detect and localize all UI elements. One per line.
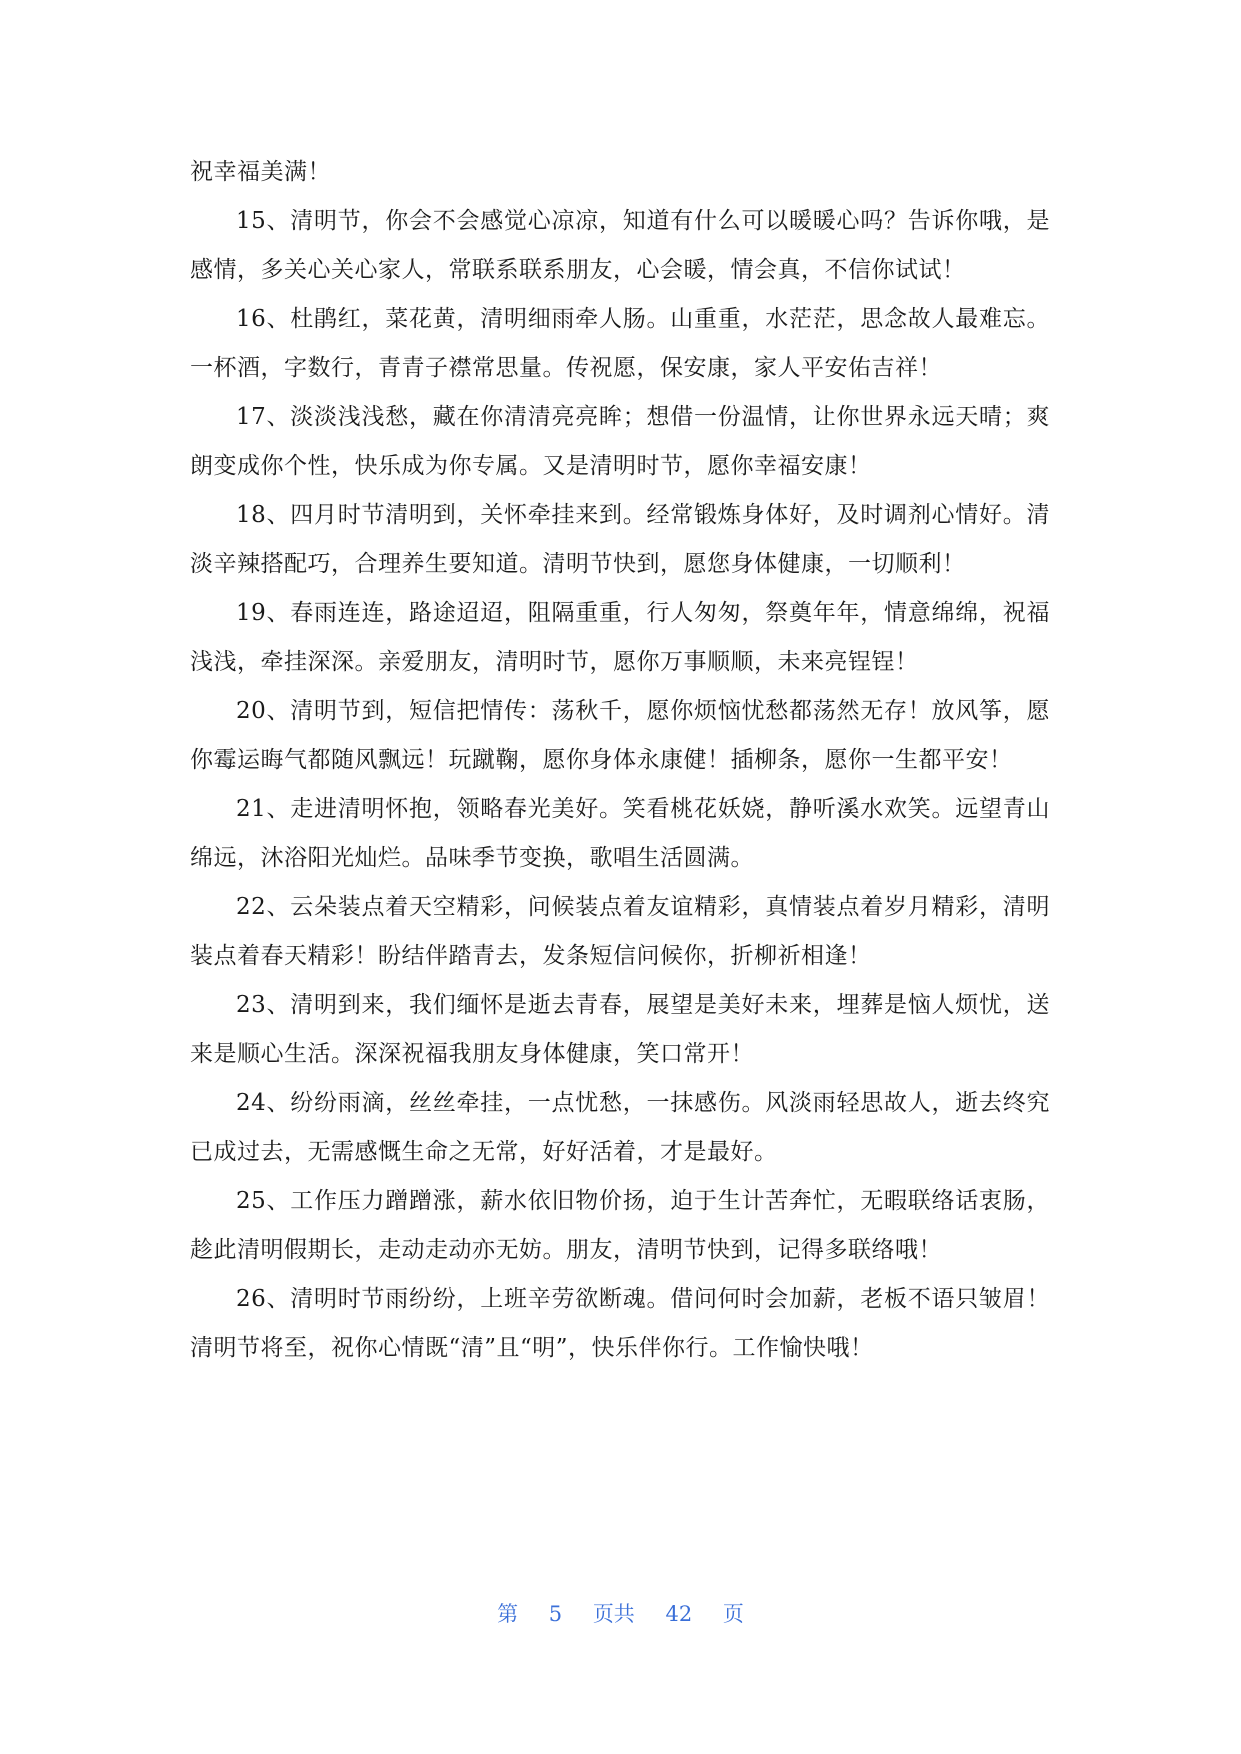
footer-page-number: 5 bbox=[548, 1602, 563, 1626]
paragraph: 23、清明到来，我们缅怀是逝去青春，展望是美好未来，埋葬是恼人烦忧，送来是顺心生活。深深祝福我朋友身体健康，笑口常开！ bbox=[190, 992, 1050, 1067]
footer-suffix: 页 bbox=[722, 1602, 744, 1626]
paragraph: 20、清明节到，短信把情传：荡秋千，愿你烦恼忧愁都荡然无存！放风筝，愿你霉运晦气都随风飘远！玩蹴鞠，愿你身体永康健！插柳条，愿你一生都平安！ bbox=[190, 698, 1050, 773]
paragraph: 25、工作压力蹭蹭涨，薪水依旧物价扬，迫于生计苦奔忙，无暇联络话衷肠，趁此清明假期长，走动走动亦无妨。朋友，清明节快到，记得多联络哦！ bbox=[190, 1188, 1050, 1263]
paragraph: 17、淡淡浅浅愁，藏在你清清亮亮眸；想借一份温情，让你世界永远天晴；爽朗变成你个性，快乐成为你专属。又是清明时节，愿你幸福安康！ bbox=[190, 404, 1050, 479]
paragraph: 21、走进清明怀抱，领略春光美好。笑看桃花妖娆，静听溪水欢笑。远望青山绵远，沐浴阳光灿烂。品味季节变换，歌唱生活圆满。 bbox=[190, 796, 1050, 871]
footer-middle: 页共 bbox=[592, 1602, 635, 1626]
document-body bbox=[190, 148, 1050, 1373]
paragraph: 24、纷纷雨滴，丝丝牵挂，一点忧愁，一抹感伤。风淡雨轻思故人，逝去终究已成过去，无需感慨生命之无常，好好活着，才是最好。 bbox=[190, 1090, 1050, 1165]
paragraph: 16、杜鹃红，菜花黄，清明细雨牵人肠。山重重，水茫茫，思念故人最难忘。一杯酒，字数行，青青子襟常思量。传祝愿，保安康，家人平安佑吉祥！ bbox=[190, 306, 1050, 381]
page-footer bbox=[0, 1598, 1241, 1628]
paragraph: 祝幸福美满！ bbox=[190, 159, 331, 185]
paragraph: 26、清明时节雨纷纷，上班辛劳欲断魂。借问何时会加薪，老板不语只皱眉！清明节将至，祝你心情既“清”且“明”，快乐伴你行。工作愉快哦！ bbox=[190, 1286, 1050, 1361]
paragraph: 15、清明节，你会不会感觉心凉凉，知道有什么可以暖暖心吗？告诉你哦，是感情，多关心关心家人，常联系联系朋友，心会暖，情会真，不信你试试！ bbox=[190, 208, 1050, 283]
paragraph: 18、四月时节清明到，关怀牵挂来到。经常锻炼身体好，及时调剂心情好。清淡辛辣搭配巧，合理养生要知道。清明节快到，愿您身体健康，一切顺利！ bbox=[190, 502, 1050, 577]
footer-total-pages: 42 bbox=[665, 1602, 693, 1626]
paragraph: 19、春雨连连，路途迢迢，阻隔重重，行人匆匆，祭奠年年，情意绵绵，祝福浅浅，牵挂深深。亲爱朋友，清明时节，愿你万事顺顺，未来亮锃锃！ bbox=[190, 600, 1050, 675]
paragraph: 22、云朵装点着天空精彩，问候装点着友谊精彩，真情装点着岁月精彩，清明装点着春天精彩！盼结伴踏青去，发条短信问候你，折柳祈相逢！ bbox=[190, 894, 1050, 969]
footer-prefix: 第 bbox=[497, 1602, 519, 1626]
